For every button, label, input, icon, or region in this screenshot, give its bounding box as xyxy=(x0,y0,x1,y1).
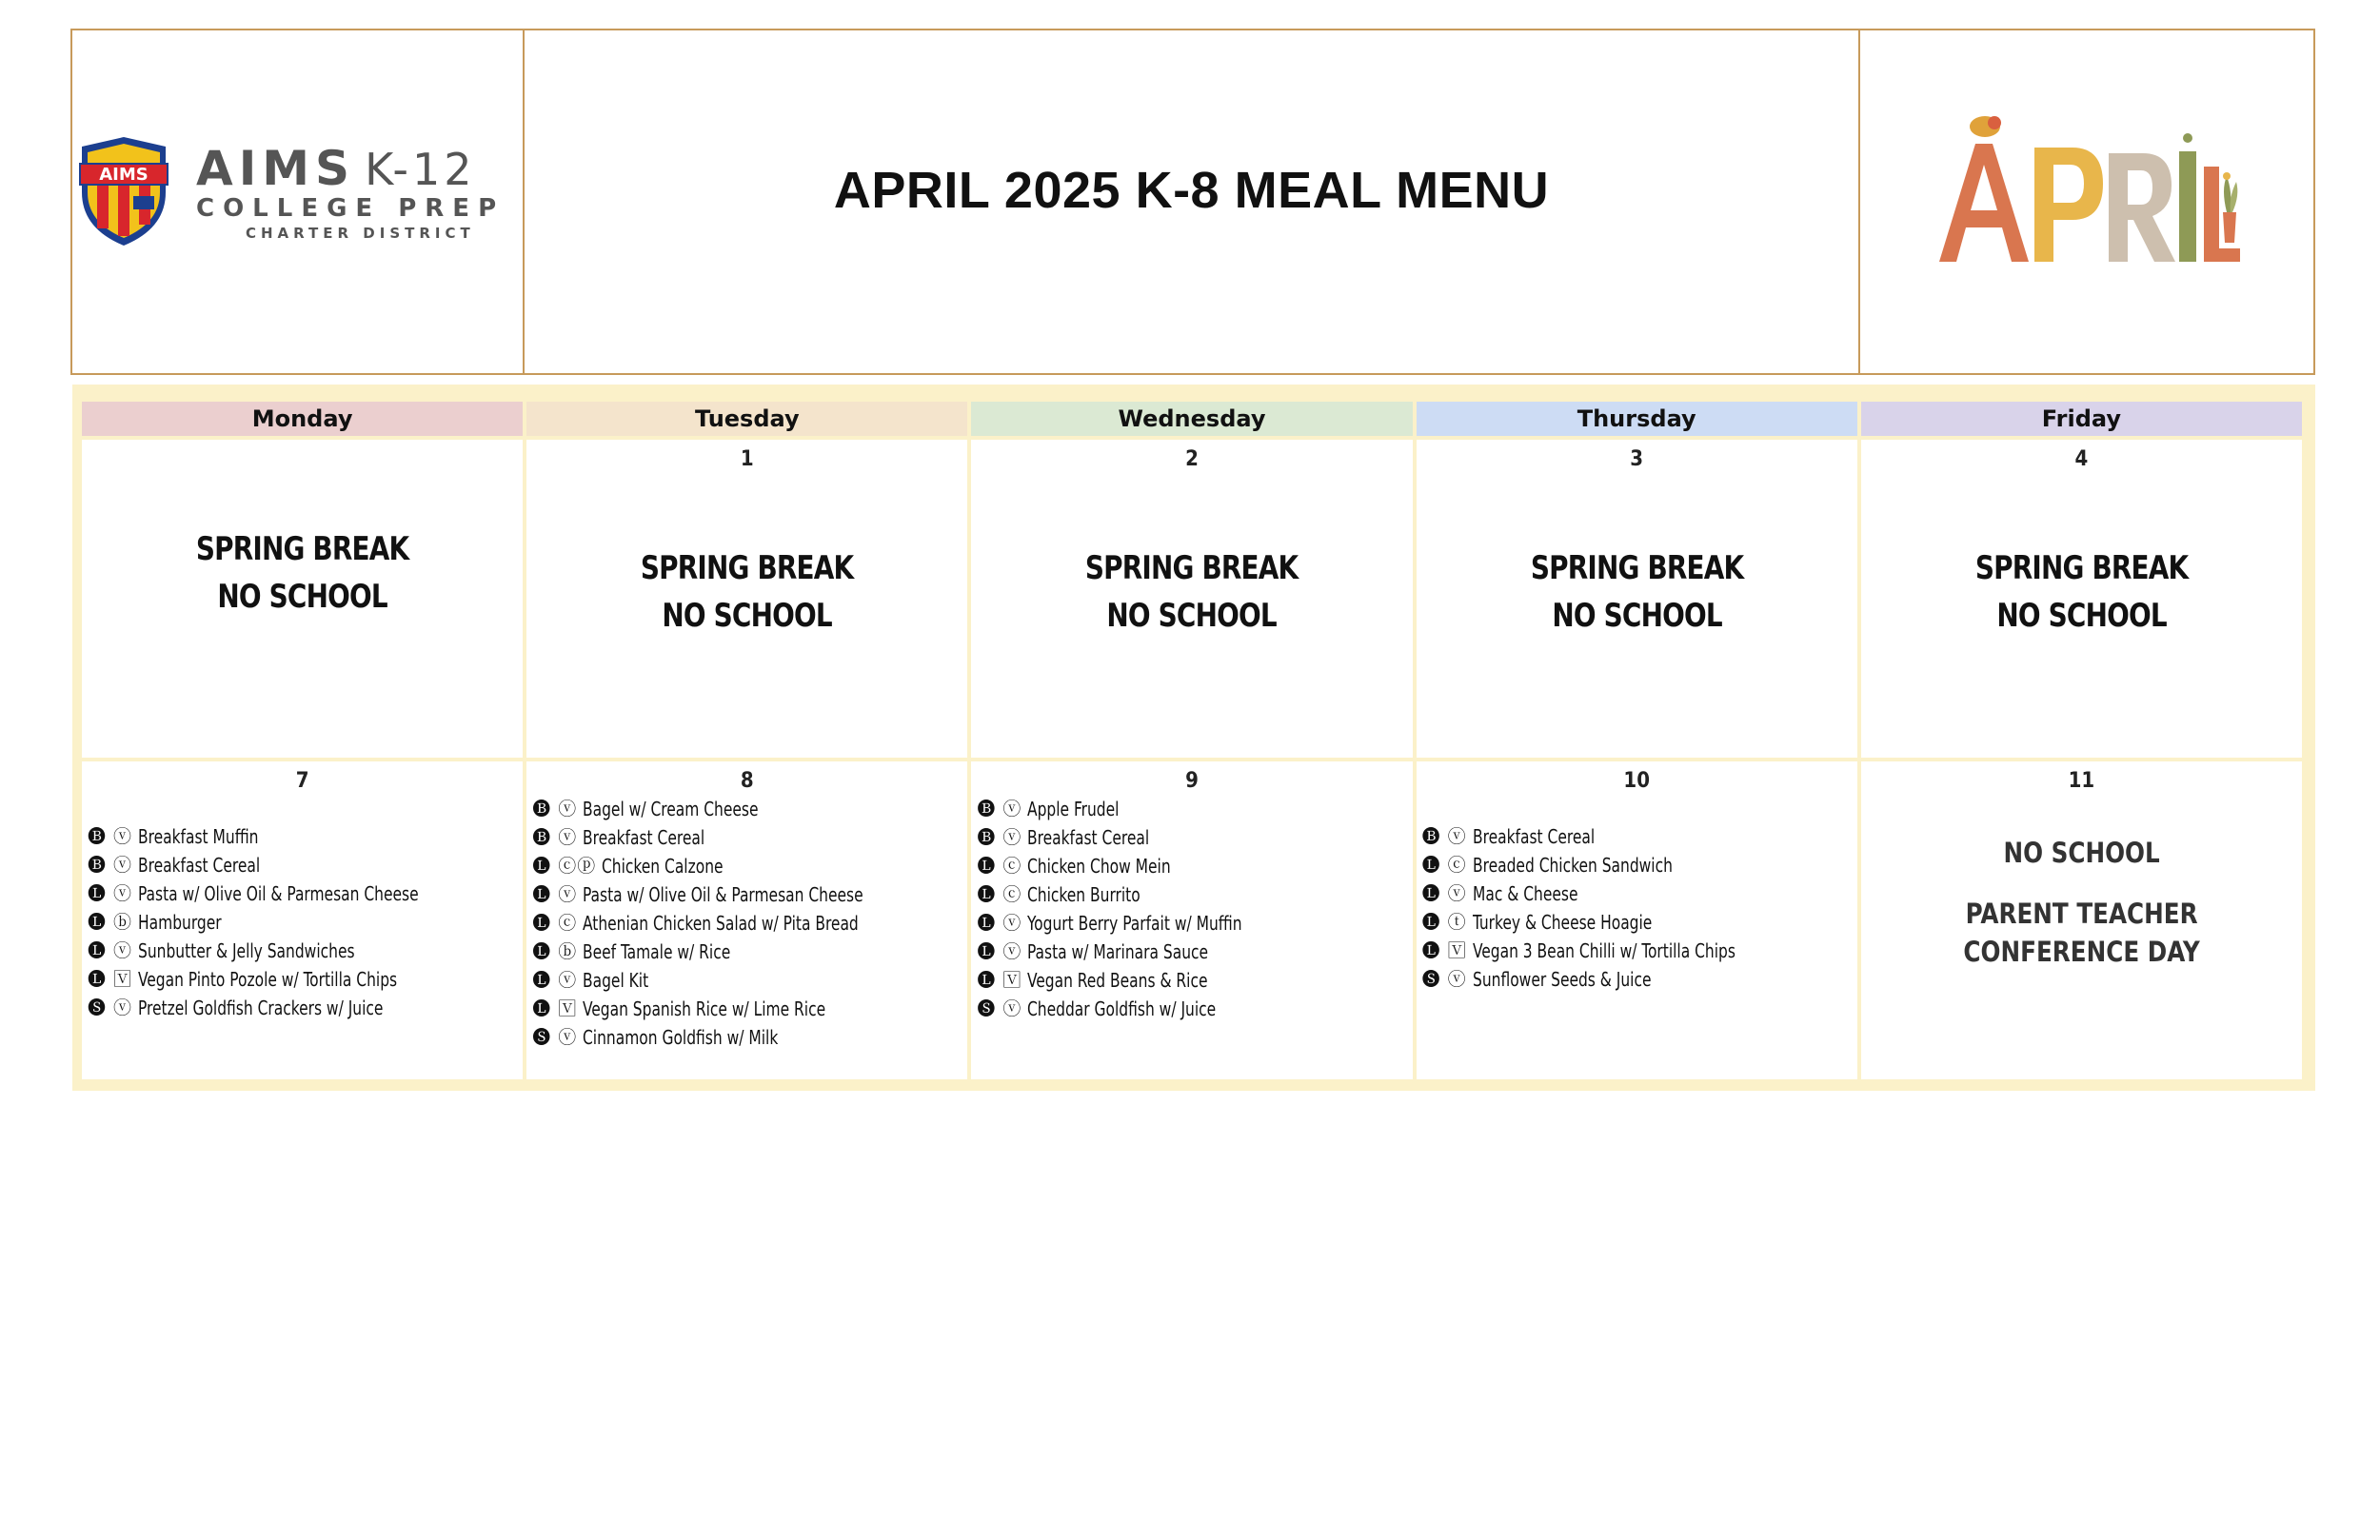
menu-item xyxy=(88,908,519,937)
meal-code-icons: 🅢 ⓥ xyxy=(977,998,1022,1019)
meal-code-icons: 🅛 ⓥ xyxy=(532,884,578,905)
day-number: 1 xyxy=(740,447,754,471)
day-header-tuesday: Tuesday xyxy=(526,402,967,436)
day-cell-10 xyxy=(1417,761,1857,1079)
menu-item xyxy=(88,994,519,1022)
menu-item-text: Bagel w/ Cream Cheese xyxy=(583,797,759,820)
menu-item-text: Chicken Chow Mein xyxy=(1027,854,1172,878)
day-cell-9 xyxy=(971,761,1412,1079)
menu-item-text: Pasta w/ Olive Oil & Parmesan Cheese xyxy=(583,882,863,906)
menu-item xyxy=(977,880,1408,909)
menu-item-text: Cinnamon Goldfish w/ Milk xyxy=(583,1025,779,1049)
logo-charter-text: CHARTER DISTRICT xyxy=(246,224,475,242)
meal-code-icons: 🅛 🅅 xyxy=(532,998,578,1019)
menu-item-text: Sunflower Seeds & Juice xyxy=(1472,967,1652,991)
menu-header xyxy=(70,29,2315,375)
menu-item xyxy=(977,823,1408,852)
april-art-cell xyxy=(1860,30,2313,373)
menu-item-text: Sunbutter & Jelly Sandwiches xyxy=(138,938,355,962)
day-cell-3 xyxy=(1417,440,1857,758)
notice-line: SPRING BREAK xyxy=(1530,549,1743,587)
menu-list xyxy=(977,795,1408,1023)
logo-college-prep-text: COLLEGE PREP xyxy=(196,193,506,223)
menu-item xyxy=(532,795,963,823)
menu-item-text: Vegan Red Beans & Rice xyxy=(1027,968,1208,992)
day-number: 9 xyxy=(1185,769,1199,793)
notice-line: SPRING BREAK xyxy=(641,549,854,587)
closure-notice xyxy=(1011,544,1373,640)
title-cell xyxy=(525,30,1860,373)
meal-code-icons: 🅑 ⓥ xyxy=(977,799,1022,819)
meal-code-icons: 🅛 ⓥ xyxy=(977,941,1022,962)
menu-item xyxy=(88,851,519,879)
menu-item-text: Turkey & Cheese Hoagie xyxy=(1472,910,1652,934)
meal-code-icons: 🅛 ⓑ xyxy=(532,941,578,962)
meal-code-icons: 🅛 🅅 xyxy=(977,970,1022,991)
conference-line: CONFERENCE DAY xyxy=(1963,936,2200,968)
day-number: 2 xyxy=(1185,447,1199,471)
day-header-friday: Friday xyxy=(1861,402,2302,436)
menu-list xyxy=(1422,822,1854,994)
menu-item xyxy=(977,938,1408,966)
meal-calendar xyxy=(72,385,2315,1091)
conference-day-notice xyxy=(1894,834,2270,971)
calendar-grid xyxy=(82,402,2302,1079)
conference-line: PARENT TEACHER xyxy=(1965,898,2198,930)
notice-line: NO SCHOOL xyxy=(1996,597,2167,635)
day-cell-7 xyxy=(82,761,523,1079)
menu-item-text: Apple Frudel xyxy=(1027,797,1120,820)
page-title: APRIL 2025 K-8 MEAL MENU xyxy=(833,162,1550,219)
menu-item xyxy=(977,995,1408,1023)
menu-list xyxy=(88,822,519,1022)
menu-item-text: Breakfast Cereal xyxy=(138,853,261,877)
day-cell-1 xyxy=(526,440,967,758)
meal-code-icons: 🅑 ⓥ xyxy=(1421,826,1467,847)
day-number: 4 xyxy=(2074,447,2089,471)
meal-code-icons: 🅛 ⓥ xyxy=(977,913,1022,934)
menu-item-text: Pretzel Goldfish Crackers w/ Juice xyxy=(138,996,384,1019)
meal-code-icons: 🅛 ⓥ xyxy=(88,883,133,904)
day-header-wednesday: Wednesday xyxy=(971,402,1412,436)
menu-item xyxy=(532,966,963,995)
meal-code-icons: 🅛 ⓒ xyxy=(1421,855,1467,876)
menu-item-text: Bagel Kit xyxy=(583,968,649,992)
aims-shield-icon xyxy=(76,137,171,247)
notice-line: SPRING BREAK xyxy=(1974,549,2189,587)
notice-line: NO SCHOOL xyxy=(217,578,387,616)
closure-notice xyxy=(1456,544,1817,640)
april-art-icon xyxy=(1930,109,2244,271)
notice-line: NO SCHOOL xyxy=(1106,597,1278,635)
meal-code-icons: 🅛 ⓒ xyxy=(532,913,578,934)
menu-item xyxy=(1422,965,1854,994)
menu-item-text: Breaded Chicken Sandwich xyxy=(1472,853,1673,877)
meal-code-icons: 🅛 🅅 xyxy=(88,969,133,990)
svg-text:AIMS: AIMS xyxy=(99,165,149,185)
meal-code-icons: 🅛 ⓒⓟ xyxy=(532,856,597,877)
no-school-text: NO SCHOOL xyxy=(2003,837,2160,869)
meal-code-icons: 🅛 ⓣ xyxy=(1421,912,1467,933)
day-number: 3 xyxy=(1630,447,1644,471)
day-cell-11 xyxy=(1861,761,2302,1079)
menu-item xyxy=(1422,908,1854,937)
closure-notice xyxy=(566,544,928,640)
meal-code-icons: 🅛 ⓒ xyxy=(977,884,1022,905)
day-number: 10 xyxy=(1623,769,1650,793)
menu-item-text: Breakfast Cereal xyxy=(1472,824,1595,848)
menu-item xyxy=(1422,879,1854,908)
meal-code-icons: 🅛 ⓑ xyxy=(88,912,133,933)
menu-item-text: Chicken Burrito xyxy=(1027,882,1141,906)
meal-code-icons: 🅑 ⓥ xyxy=(88,826,133,847)
logo-aims-text: AIMS xyxy=(196,140,356,196)
menu-item xyxy=(88,879,519,908)
menu-item xyxy=(88,965,519,994)
logo-wordmark xyxy=(196,140,506,242)
meal-code-icons: 🅛 ⓥ xyxy=(1421,883,1467,904)
menu-item xyxy=(532,909,963,938)
menu-item-text: Breakfast Cereal xyxy=(1027,825,1150,849)
logo-cell xyxy=(72,30,525,373)
menu-item-text: Chicken Calzone xyxy=(602,854,724,878)
logo-k12-text: K-12 xyxy=(365,143,476,195)
meal-code-icons: 🅢 ⓥ xyxy=(1421,969,1467,990)
meal-code-icons: 🅛 ⓒ xyxy=(977,856,1022,877)
menu-item-text: Vegan 3 Bean Chilli w/ Tortilla Chips xyxy=(1472,938,1735,962)
notice-line: NO SCHOOL xyxy=(1551,597,1722,635)
menu-item xyxy=(532,880,963,909)
menu-item-text: Pasta w/ Marinara Sauce xyxy=(1027,939,1209,963)
aims-logo xyxy=(76,137,505,247)
day-number: 11 xyxy=(2068,769,2095,793)
menu-item xyxy=(1422,851,1854,879)
menu-item xyxy=(1422,822,1854,851)
menu-item-text: Athenian Chicken Salad w/ Pita Bread xyxy=(583,911,860,935)
meal-code-icons: 🅛 ⓥ xyxy=(88,940,133,961)
menu-item xyxy=(532,1023,963,1052)
day-header-thursday: Thursday xyxy=(1417,402,1857,436)
menu-item xyxy=(977,852,1408,880)
menu-item-text: Hamburger xyxy=(138,910,222,934)
closure-notice xyxy=(122,525,484,621)
menu-item xyxy=(1422,937,1854,965)
menu-item-text: Yogurt Berry Parfait w/ Muffin xyxy=(1027,911,1242,935)
notice-line: NO SCHOOL xyxy=(662,597,832,635)
menu-item-text: Vegan Pinto Pozole w/ Tortilla Chips xyxy=(138,967,398,991)
day-header-monday: Monday xyxy=(82,402,523,436)
meal-code-icons: 🅛 🅅 xyxy=(1421,940,1467,961)
meal-code-icons: 🅑 ⓥ xyxy=(88,855,133,876)
menu-item xyxy=(532,995,963,1023)
menu-item xyxy=(88,822,519,851)
meal-code-icons: 🅑 ⓥ xyxy=(532,799,578,819)
meal-code-icons: 🅛 ⓥ xyxy=(532,970,578,991)
day-cell-4 xyxy=(1861,440,2302,758)
meal-code-icons: 🅢 ⓥ xyxy=(532,1027,578,1048)
menu-item-text: Pasta w/ Olive Oil & Parmesan Cheese xyxy=(138,881,419,905)
meal-code-icons: 🅑 ⓥ xyxy=(977,827,1022,848)
menu-item xyxy=(977,909,1408,938)
menu-item-text: Mac & Cheese xyxy=(1472,881,1578,905)
menu-item-text: Beef Tamale w/ Rice xyxy=(583,939,731,963)
notice-line: SPRING BREAK xyxy=(195,530,409,568)
meal-code-icons: 🅑 ⓥ xyxy=(532,827,578,848)
closure-notice xyxy=(1900,544,2262,640)
menu-item xyxy=(532,823,963,852)
day-cell-2 xyxy=(971,440,1412,758)
meal-code-icons: 🅢 ⓥ xyxy=(88,997,133,1018)
day-number: 8 xyxy=(740,769,754,793)
menu-item xyxy=(532,938,963,966)
menu-list xyxy=(532,795,963,1052)
day-cell-spring-break xyxy=(82,440,523,758)
menu-item-text: Breakfast Muffin xyxy=(138,824,259,848)
menu-item xyxy=(88,937,519,965)
menu-item-text: Vegan Spanish Rice w/ Lime Rice xyxy=(583,997,826,1020)
menu-item xyxy=(532,852,963,880)
menu-item xyxy=(977,795,1408,823)
menu-item-text: Breakfast Cereal xyxy=(583,825,705,849)
day-cell-8 xyxy=(526,761,967,1079)
notice-line: SPRING BREAK xyxy=(1085,549,1299,587)
menu-item xyxy=(977,966,1408,995)
menu-item-text: Cheddar Goldfish w/ Juice xyxy=(1027,997,1217,1020)
day-number: 7 xyxy=(295,769,309,793)
